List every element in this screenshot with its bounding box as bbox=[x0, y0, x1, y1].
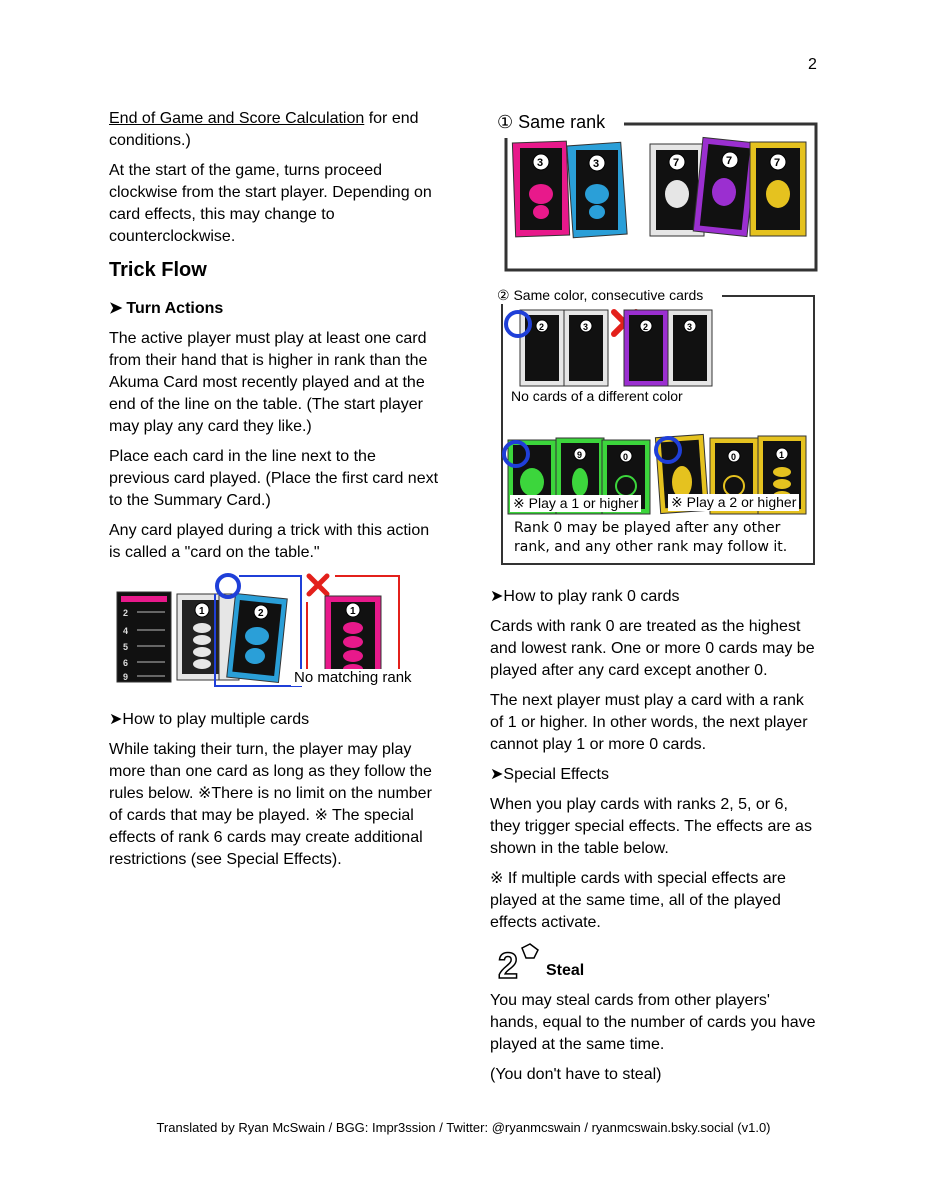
card-rank: 3 bbox=[583, 322, 589, 332]
active-player-paragraph: The active player must play at least one card from their hand that is higher in rank than the Akuma Card most recently played and at the end of the line on the table. (The start player may play any card they like.) bbox=[109, 330, 428, 435]
card-rank: 3 bbox=[687, 322, 693, 332]
multiple-cards-heading: ➤How to play multiple cards bbox=[109, 711, 310, 728]
play-1-higher-label: ※ Play a 1 or higher bbox=[510, 495, 641, 512]
card-rank: 0 bbox=[731, 452, 737, 462]
arrow-icon: ➤ bbox=[109, 711, 123, 728]
steal-title: Steal bbox=[546, 962, 585, 979]
svg-text:4: 4 bbox=[123, 626, 129, 636]
no-different-color-label: No cards of a different color bbox=[511, 388, 683, 404]
no-matching-rank-label: No matching rank bbox=[291, 669, 415, 686]
svg-text:2: 2 bbox=[123, 608, 129, 618]
rank0-note-line1: Rank 0 may be played after any other bbox=[514, 520, 781, 536]
card-rank: 3 bbox=[537, 157, 544, 169]
right-column bbox=[490, 586, 820, 1094]
card-rank: 7 bbox=[774, 157, 781, 169]
card-rank: 2 bbox=[258, 608, 264, 619]
left-column-lower bbox=[109, 709, 439, 879]
play-2-higher-label: ※ Play a 2 or higher bbox=[668, 494, 799, 511]
same-rank-label: ① Same rank bbox=[494, 112, 608, 133]
steal-heading bbox=[490, 942, 820, 982]
page-number: 2 bbox=[808, 56, 817, 73]
card-rank: 9 bbox=[577, 450, 583, 460]
svg-text:5: 5 bbox=[123, 642, 129, 652]
card-rank: 2 bbox=[643, 322, 649, 332]
cross-icon bbox=[309, 576, 327, 594]
card-rank: 7 bbox=[673, 157, 680, 169]
steal-paragraph: You may steal cards from other players' hands, equal to the number of cards you have played at the same time. bbox=[490, 992, 816, 1053]
special-effects-heading: ➤Special Effects bbox=[490, 766, 609, 783]
rank0-note-line2: rank, and any other rank may follow it. bbox=[514, 539, 788, 555]
svg-text:9: 9 bbox=[123, 672, 129, 682]
next-player-paragraph: The next player must play a card with a rank of 1 or higher. In other words, the next player cannot play 1 or more 0 cards. bbox=[490, 692, 808, 753]
arrow-icon: ➤ bbox=[490, 766, 504, 783]
svg-text:6: 6 bbox=[123, 658, 129, 668]
place-paragraph: Place each card in the line next to the previous card played. (Place the first card next to the Summary Card.) bbox=[109, 448, 439, 509]
same-color-label: ② Same color, consecutive cards bbox=[494, 287, 706, 304]
svg-text:2: 2 bbox=[498, 945, 519, 982]
turns-paragraph: At the start of the game, turns proceed clockwise from the start player. Depending on card effects, this may change to counterclockwise. bbox=[109, 162, 432, 245]
card-rank: 1 bbox=[779, 450, 785, 460]
rank0-heading: ➤How to play rank 0 cards bbox=[490, 588, 680, 605]
summary-card bbox=[117, 592, 171, 682]
multiple-cards-paragraph: While taking their turn, the player may play more than one card as long as they follow the rules below. ※There is no limit on the number of cards that may be played. ※ The special effects of rank 6 cards may create additional restrictions (see Special Effects). bbox=[109, 741, 432, 868]
card-rank: 3 bbox=[593, 158, 600, 170]
arrow-icon: ➤ bbox=[490, 588, 504, 605]
footer-credits: Translated by Ryan McSwain / BGG: Impr3ssion / Twitter: @ryanmcswain / ryanmcswain.bsky.social (v1.0) bbox=[156, 1120, 771, 1135]
card-rank: 0 bbox=[623, 452, 629, 462]
rank0-paragraph: Cards with rank 0 are treated as the highest and lowest rank. One or more 0 cards may be played after any card except another 0. bbox=[490, 618, 815, 679]
card-rank: 1 bbox=[199, 606, 205, 617]
card-rank: 2 bbox=[539, 322, 545, 332]
section-title: Trick Flow bbox=[109, 259, 207, 281]
card-rank: 1 bbox=[350, 606, 356, 617]
arrow-icon: ➤ bbox=[109, 300, 123, 317]
intro-paragraph: End of Game and Score Calculation for end conditions.) bbox=[109, 110, 419, 149]
dont-steal-paragraph: (You don't have to steal) bbox=[490, 1066, 662, 1083]
turn-actions-heading: ➤ Turn Actions bbox=[109, 300, 224, 317]
steal-icon bbox=[490, 942, 542, 982]
multiple-effects-paragraph: ※ If multiple cards with special effects are played at the same time, all of the played effects activate. bbox=[490, 870, 786, 931]
left-column bbox=[109, 108, 439, 572]
card-on-table-paragraph: Any card played during a trick with this action is called a "card on the table." bbox=[109, 522, 430, 561]
special-effects-paragraph: When you play cards with ranks 2, 5, or 6, they trigger special effects. The effects are as shown in the table below. bbox=[490, 796, 812, 857]
end-of-game-link[interactable]: End of Game and Score Calculation bbox=[109, 110, 365, 127]
card-rank: 7 bbox=[726, 155, 733, 167]
